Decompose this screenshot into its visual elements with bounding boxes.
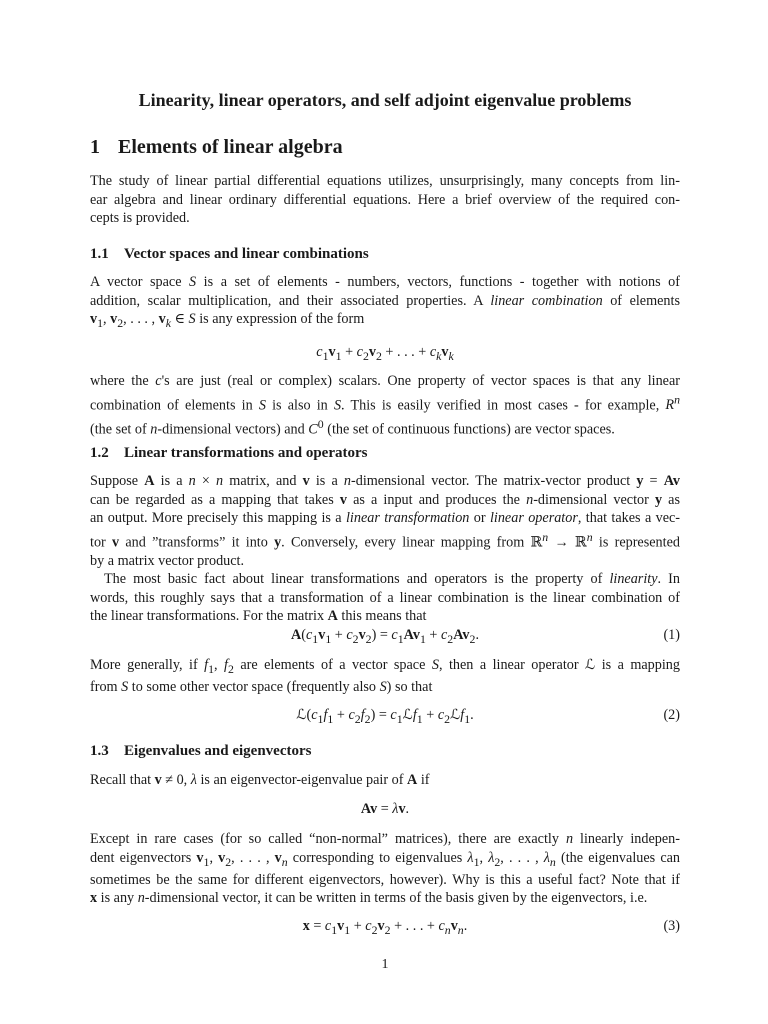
subsection-title: Vector spaces and linear combinations (124, 246, 369, 262)
equation-linear-combination: $c_1v_1 + c_2v_2$ + . . . + $c_kv_k$ (316, 344, 454, 363)
equation-2: $ℒ(c_1f_1 + c_2f_2)$ = $c_1ℒf_1$ + $c_2ℒf_1$. (2) (296, 707, 680, 726)
intro-line: ear algebra and linear ordinary differential equations. Here a brief overview of the required con- (90, 191, 680, 208)
intro-line: The study of linear partial differential equations utilizes, unsurprisingly, many concepts from lin- (90, 173, 680, 189)
subsection-number: 1.1 (90, 246, 109, 262)
subsection-heading-1-2 (90, 445, 367, 462)
subsection-number: 1.2 (90, 445, 109, 461)
paragraph-scalars: where the c's are just (real or complex) scalars. One property of vector spaces is that any linear combination of elements in S is also in S. This is easily verified in most cases - for example, $R^n$ (the set of n-dimensional vectors) and $C^0$ (the set of continuous functions) are vector spaces. (90, 373, 680, 438)
subsection-title: Eigenvalues and eigenvectors (124, 743, 312, 759)
paragraph-linear-transformations: Suppose A is a n × n matrix, and v is a n-dimensional vector. The matrix-vector product y = Av can be regarded as a mapping that takes v as a input and produces the n-dimensional vector y as an output. More precisely this mapping is a linear transformation or linear operator, that takes a vec- tor v and ”transforms” it into y. Conversely, every linear mapping from ℝ$^n$ → ℝ$^n$ is represented by a matrix vector product. The most basic fact about linear transformations and operators is the property of linearity. In words, this roughly says that a transformation of a linear combination is the linear combination of the linear transformations. For the matrix A this means that (90, 473, 681, 625)
section-title: Elements of linear algebra (118, 136, 343, 158)
intro-line: cepts is provided. (90, 210, 190, 226)
subsection-heading-1-3 (90, 743, 312, 760)
paper-title: Linearity, linear operators, and self adjoint eigenvalue problems (138, 90, 632, 110)
page-number: 1 (381, 957, 389, 972)
equation-number: (1) (663, 627, 680, 643)
paragraph-eigen-recall: Recall that v ≠ 0, λ is an eigenvector-eigenvalue pair of A if (90, 772, 430, 788)
equation-eigen: Av = λv. (360, 801, 410, 817)
equation-number: (2) (663, 707, 680, 723)
section-heading-1 (90, 136, 343, 159)
paragraph-eigenbasis: Except in rare cases (for so called “non-normal” matrices), there are exactly n linearly indepen- dent eigenvectors $v_1$, $v_2$, . . . , $v_n$ corresponding to eigenvalues $\lambda_1$, $\lambda_2$, . . . , $\lambda_n$ (the eigenvalues can sometimes be the same for different eigenvectors, however). Why is this a useful fact? Note that if x is any n-dimensional vector, it can be written in terms of the basis given by the eigenvectors, i.e. (90, 831, 681, 907)
intro-paragraph (90, 172, 680, 228)
paragraph-linear-operator: More generally, if $f_1$, $f_2$ are elements of a vector space S, then a linear operator ℒ is a mapping from S to some other vector space (frequently also S) so that (90, 657, 680, 696)
equation-number: (3) (663, 918, 680, 934)
paragraph-vector-spaces: A vector space S is a set of elements - numbers, vectors, functions - together with notions of addition, scalar multiplication, and their associated properties. A linear combination of elements $v_1$, $v_2$, . . . , $v_k$ ∈ S is any expression of the form (90, 274, 680, 330)
equation-1: $A(c_1v_1 + c_2v_2) = c_1Av_1 + c_2Av_2$. (1) (291, 627, 680, 646)
subsection-heading-1-1 (90, 246, 369, 263)
subsection-number: 1.3 (90, 743, 109, 759)
section-number: 1 (90, 136, 100, 158)
subsection-title: Linear transformations and operators (124, 445, 368, 461)
equation-3: $x = c_1v_1 + c_2v_2$ + . . . + $c_nv_n$. (3) (302, 918, 680, 937)
